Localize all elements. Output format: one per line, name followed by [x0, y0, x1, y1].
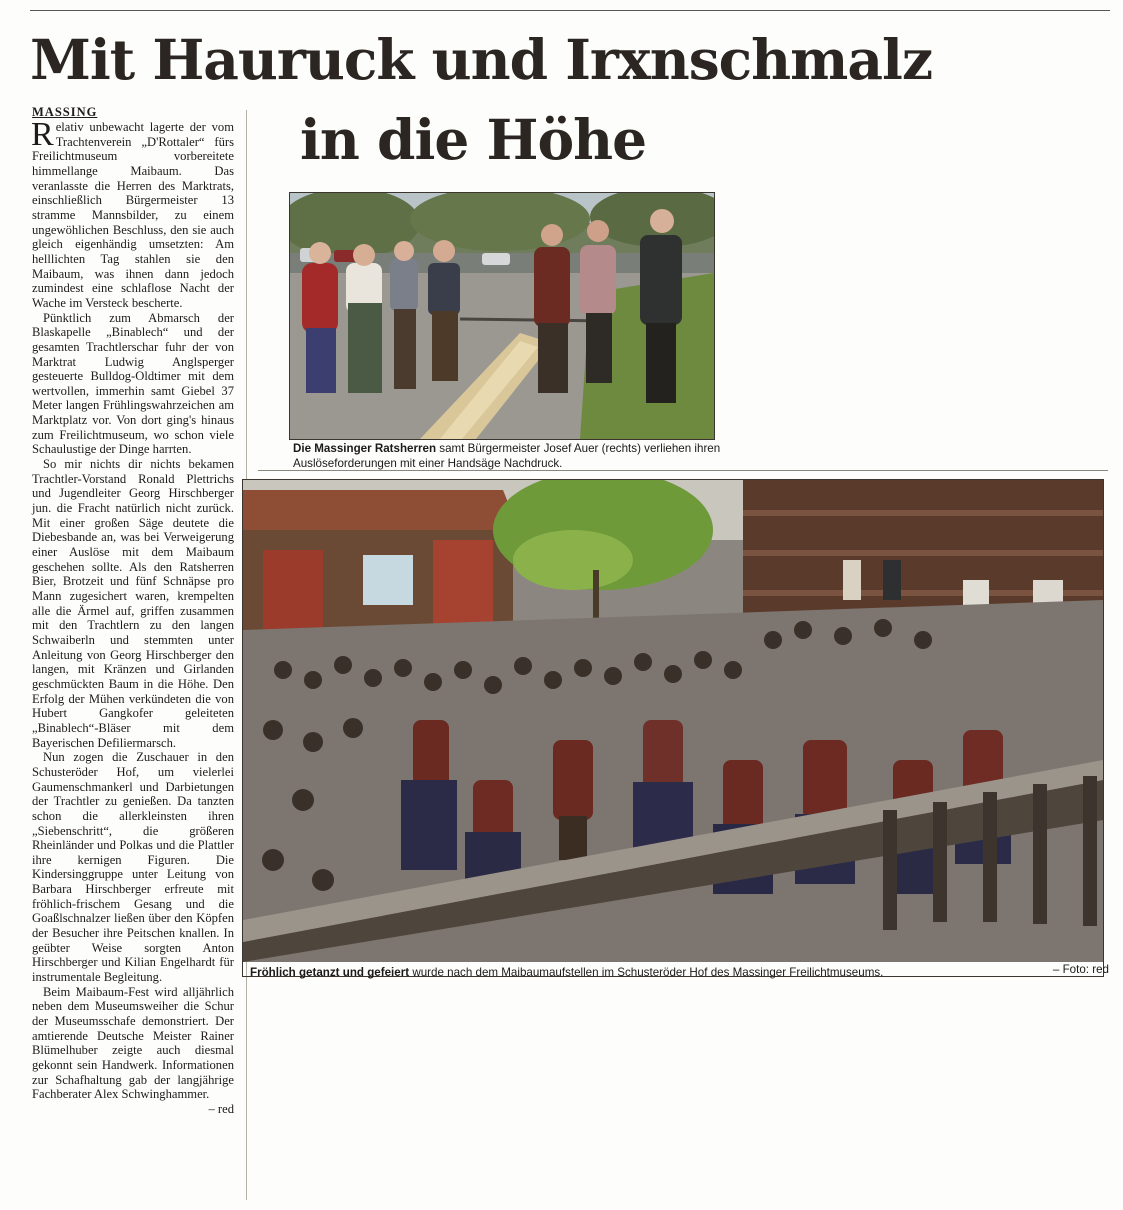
photo-courtyard-dance [242, 479, 1104, 977]
photo-council-members [289, 192, 715, 440]
article-column [32, 104, 234, 1117]
article-paragraph-1-text: elativ unbewacht lagerte der vom Trachtenverein „D'Rottaler“ fürs Freilichtmuseum vorbereitete himmellange Maibaum. Das veranlasste die Herren des Marktrats, einschließlich Bürgermeister 13 stramme Mannsbilder, zu einem ungewöhlichen Beschluss, den sie auch gleich eigenhändig umsetzten: Am helllichten Tag stahlen sie den Maibaum, was ihnen dann jedoch zumindest eine schlaflose Nacht der Wache im Versteck bescherte. [32, 120, 234, 310]
photo-courtyard-illustration [243, 480, 1103, 962]
headline-line-2: in die Höhe [300, 107, 647, 172]
article-paragraph-1 [31, 116, 234, 311]
article-paragraph-2: Pünktlich zum Abmarsch der Blaskapelle „Binablech“ und der gesamten Trachtlerschar fuhr der von Marktrat Ludwig Anglsperger gesteuerte Bulldog-Oldtimer mit dem wertvollen, immerhin samt Giebel 37 Meter langen Frühlingswahrzeichen am Marktplatz vor. Von dort ging's hinaus zum Freilichtmuseum, wo schon viele Schaulustige der Dinge harrten. [32, 310, 234, 457]
photo-credit: – Foto: red [1052, 963, 1109, 976]
dateline: MASSING [32, 105, 98, 119]
photo-courtyard-caption-text: wurde nach dem Maibaumaufstellen im Schusteröder Hof des Massinger Freilichtmuseums. [409, 966, 884, 979]
photo-council-caption-lead: Die Massinger Ratsherren [293, 442, 437, 455]
article-paragraph-5: Beim Maibaum-Fest wird alljährlich neben dem Museumsweiher die Schur der Museumsschafe demonstriert. Der amtierende Deutsche Meister Rainer Blümelhuber zeigte auch diesmal gekonnt sein Handwerk. Informationen zur Schafhaltung gab der langjährige Fachberater Alex Schwinghammer. [32, 984, 234, 1102]
photo-courtyard-caption-lead: Fröhlich getanzt und gefeiert [250, 966, 410, 979]
photo-council-caption [293, 441, 723, 471]
photo-council-caption-text: samt Bürgermeister Josef Auer (rechts) verliehen ihren Auslöseforderungen mit einer Handsäge Nachdruck. [293, 442, 721, 470]
drop-cap: R [31, 116, 54, 153]
article-byline: – red [208, 1101, 234, 1116]
headline-line-1: Mit Hauruck und Irxnschmalz [30, 27, 933, 92]
photo-council-illustration [290, 193, 714, 439]
top-rule [30, 10, 1110, 11]
article-paragraph-3: So mir nichts dir nichts bekamen Trachtler-Vorstand Ronald Plettrichs und Jugendleiter Georg Hirschberger jun. die Fracht natürlich nicht zurück. Mit einer großen Säge deutete die Diebesbande an, was bei Verweigerung einer Auslöse mit dem Maibaum geschehen sollte. Als den Ratsherren Bier, Brotzeit und fünf Schnäpse pro Mann zugesichert waren, krempelten alle die Ärmel auf, griffen zusammen mit den Trachtlern zu den langen Schwaiberln und stemmten unter Anleitung von Georg Hirschberger den langen, mit Kränzen und Girlanden geschmückten Baum in die Höhe. Den Erfolg der Mühen verkündeten die von Hubert Gangkofer geleiteten „Binablech“-Bläser mit dem Bayerischen Defiliermarsch. [32, 457, 234, 750]
photo-courtyard-caption [250, 965, 1040, 980]
section-rule [258, 470, 1108, 471]
article-paragraph-4: Nun zogen die Zuschauer in den Schusteröder Hof, um vielerlei Gaumenschmankerl und Darbietungen der Trachtler zu genießen. Da tanzten schon die allerkleinsten ihren „Siebenschritt“, die größeren Rheinländer und Polkas und die Plattler ihre kernigen Figuren. Die Kindersinggruppe unter Leitung von Barbara Hirschberger erfreute mit fröhlich-frischem Gesang und die Goaßlschnalzer ließen über den Köpfen der Besucher ihre Peitschen knallen. In geübter Weise sorgten Anton Hirschberger und Kilian Engelhardt für instrumentale Begleitung. [32, 750, 234, 985]
